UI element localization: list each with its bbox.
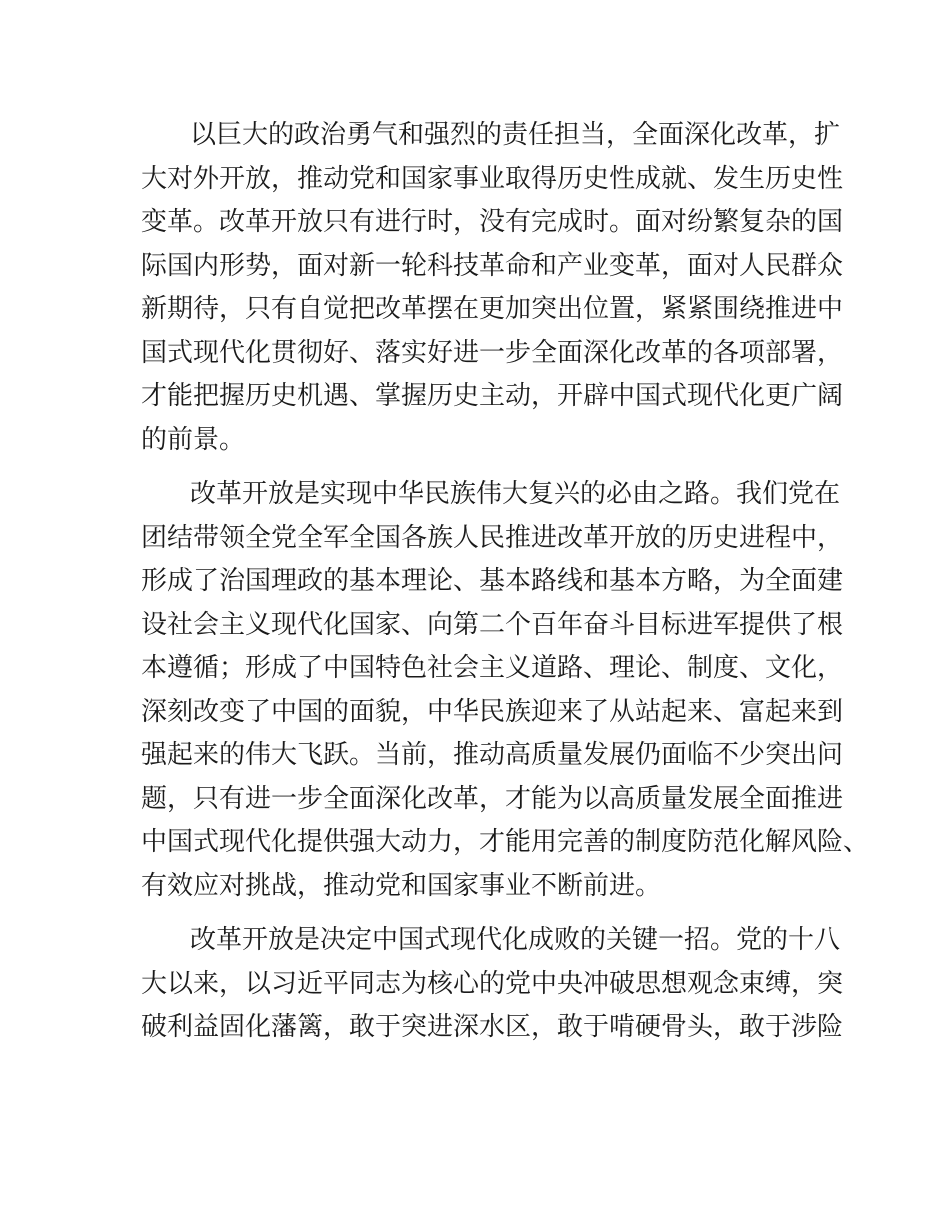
text-line: 大以来，以习近平同志为核心的党中央冲破思想观念束缚，突	[141, 968, 844, 999]
text-line: 强起来的伟大飞跃。当前，推动高质量发展仍面临不少突出问	[141, 740, 844, 770]
text-line: 以巨大的政治勇气和强烈的责任担当，全面深化改革，扩	[190, 120, 841, 150]
text-line: 题，只有进一步全面深化改革，才能为以高质量发展全面推进	[141, 783, 844, 814]
text-line: 形成了治国理政的基本理论、基本路线和基本方略，为全面建	[141, 566, 844, 596]
text-line: 大对外开放，推动党和国家事业取得历史性成就、发生历史性	[141, 163, 844, 194]
text-line: 变革。改革开放只有进行时，没有完成时。面对纷繁复杂的国	[141, 207, 844, 237]
paragraph-3	[141, 919, 844, 1050]
document-body	[141, 114, 870, 1050]
text-line: 本遵循；形成了中国特色社会主义道路、理论、制度、文化，	[141, 653, 844, 683]
paragraph-spacing	[141, 462, 817, 473]
text-line: 深刻改变了中国的面貌，中华民族迎来了从站起来、富起来到	[141, 696, 844, 727]
text-line: 才能把握历史机遇、掌握历史主动，开辟中国式现代化更广阔	[141, 381, 844, 411]
text-line: 团结带领全党全军全国各族人民推进改革开放的历史进程中，	[141, 522, 844, 553]
text-line: 改革开放是实现中华民族伟大复兴的必由之路。我们党在	[190, 479, 841, 509]
text-line: 的前景。	[141, 424, 246, 455]
text-line: 新期待，只有自觉把改革摆在更加突出位置，紧紧围绕推进中	[141, 294, 844, 324]
text-line: 国式现代化贯彻好、落实好进一步全面深化改革的各项部署，	[141, 337, 844, 368]
text-line: 设社会主义现代化国家、向第二个百年奋斗目标进军提供了根	[141, 609, 844, 640]
text-line: 改革开放是决定中国式现代化成败的关键一招。党的十八	[190, 925, 841, 955]
text-line: 中国式现代化提供强大动力，才能用完善的制度防范化解风险、	[141, 827, 870, 857]
text-line: 破利益固化藩篱，敢于突进深水区，敢于啃硬骨头，敢于涉险	[141, 1012, 844, 1042]
paragraph-2	[141, 473, 870, 908]
paragraph-spacing	[141, 908, 817, 919]
text-line: 际国内形势，面对新一轮科技革命和产业变革，面对人民群众	[141, 250, 844, 281]
paragraph-1	[141, 114, 844, 462]
text-line: 有效应对挑战，推动党和国家事业不断前进。	[141, 870, 662, 901]
